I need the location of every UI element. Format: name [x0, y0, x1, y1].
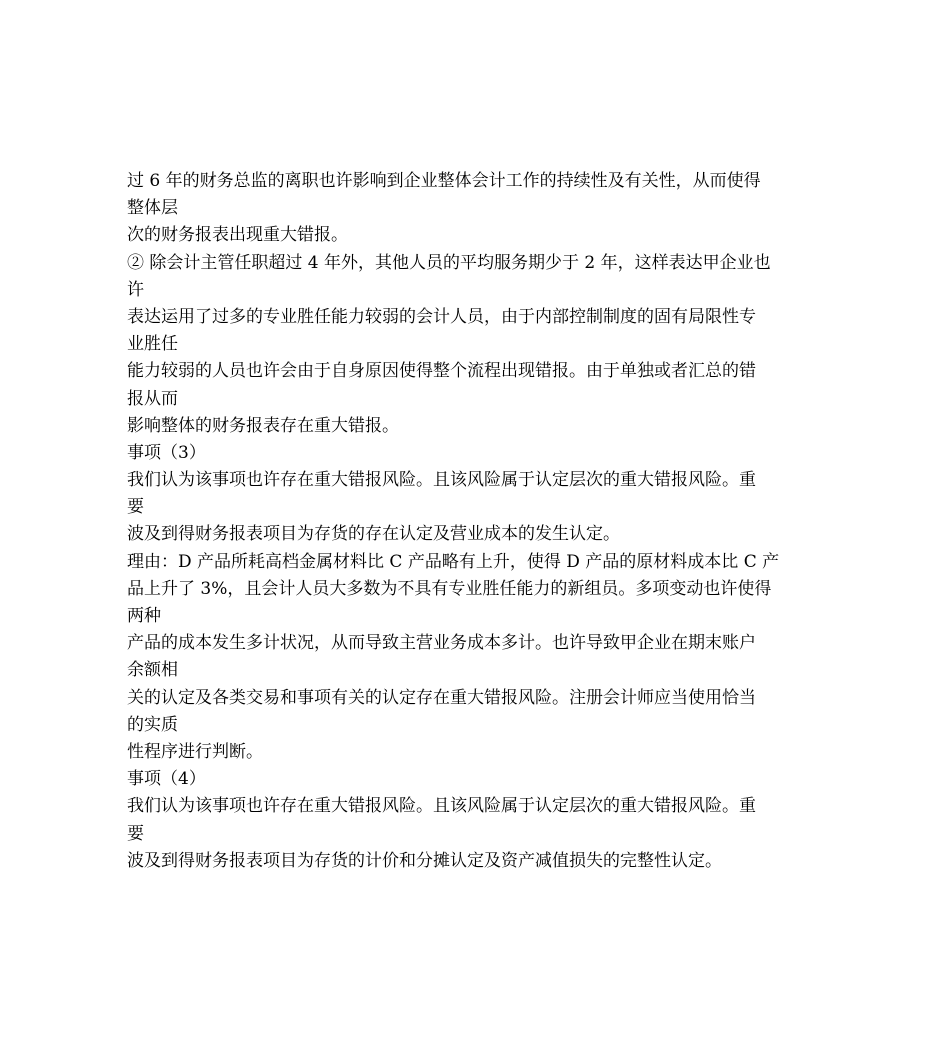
text-line: 次的财务报表出现重大错报。	[127, 225, 348, 246]
text-line: 关的认定及各类交易和事项有关的认定存在重大错报风险。注册会计师应当使用恰当	[127, 687, 756, 708]
text-line: 品上升了 3%，且会计人员大多数为不具有专业胜任能力的新组员。多项变动也许使得	[127, 578, 772, 599]
text-line: 理由：D 产品所耗高档金属材料比 C 产品略有上升，使得 D 产品的原材料成本比 C 产	[127, 551, 780, 572]
text-line: ② 除会计主管任职超过 4 年外，其他人员的平均服务期少于 2 年，这样表达甲企业也	[127, 252, 771, 273]
text-line: 两种	[127, 606, 161, 626]
section-heading: 事项（3）	[127, 442, 206, 463]
text-line: 过 6 年的财务总监的离职也许影响到企业整体会计工作的持续性及有关性，从而使得	[127, 171, 761, 191]
document-body	[127, 168, 827, 875]
text-line: 许	[127, 279, 144, 300]
text-line: 波及到得财务报表项目为存货的计价和分摊认定及资产减值损失的完整性认定。	[127, 850, 722, 871]
text-line: 的实质	[127, 714, 178, 735]
text-line: 性程序进行判断。	[127, 741, 263, 762]
text-line: 要	[127, 497, 144, 518]
text-line: 要	[127, 823, 144, 844]
text-line: 我们认为该事项也许存在重大错报风险。且该风险属于认定层次的重大错报风险。重	[127, 470, 756, 491]
text-line: 整体层	[127, 198, 178, 219]
text-line: 表达运用了过多的专业胜任能力较弱的会计人员，由于内部控制制度的固有局限性专	[127, 306, 756, 327]
text-line: 报从而	[127, 388, 178, 409]
text-line: 余额相	[127, 660, 178, 681]
section-heading: 事项（4）	[127, 769, 206, 790]
text-line: 业胜任	[127, 334, 178, 355]
text-line: 产品的成本发生多计状况，从而导致主营业务成本多计。也许导致甲企业在期末账户	[127, 633, 756, 654]
text-line: 波及到得财务报表项目为存货的存在认定及营业成本的发生认定。	[127, 524, 620, 545]
text-line: 影响整体的财务报表存在重大错报。	[127, 415, 399, 436]
text-line: 能力较弱的人员也许会由于自身原因使得整个流程出现错报。由于单独或者汇总的错	[127, 361, 756, 382]
text-line: 我们认为该事项也许存在重大错报风险。且该风险属于认定层次的重大错报风险。重	[127, 796, 756, 817]
